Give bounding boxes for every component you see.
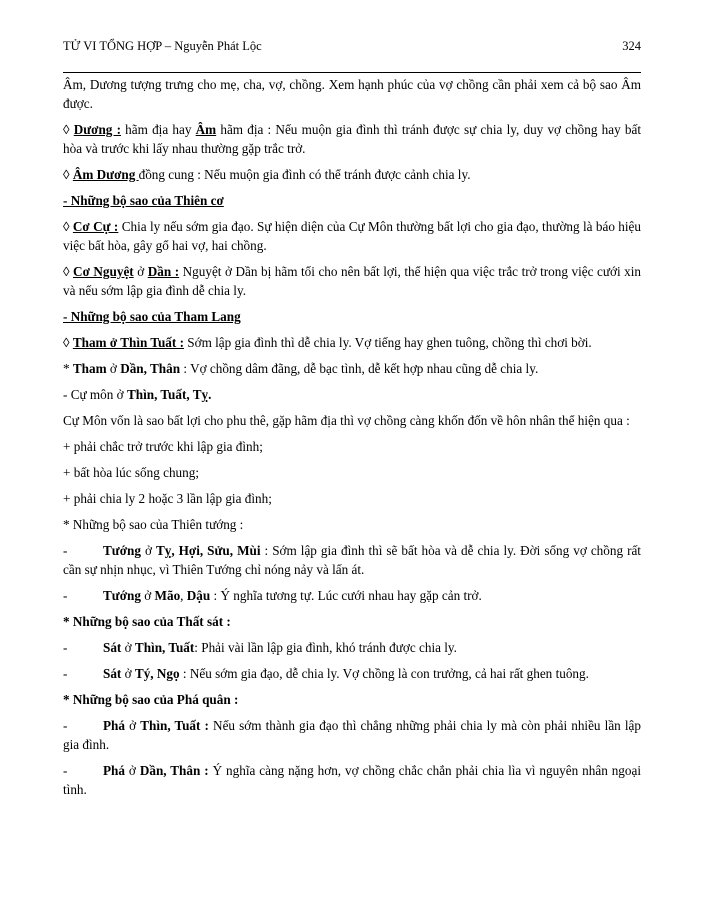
term-tham-thin-tuat: Tham ở Thìn Tuất : xyxy=(72,335,184,350)
heading-tham-lang xyxy=(63,307,641,326)
term-dau: Dậu xyxy=(186,588,211,603)
text-fragment: ở xyxy=(133,264,148,279)
dash-marker: - xyxy=(63,588,68,603)
text-fragment: Nếu sớm thành gia đạo thì chẳng những phải chia ly mà còn phải nhiều lần lập gia đình. xyxy=(63,718,641,752)
term-tham: Tham xyxy=(72,361,107,376)
term-dan: Dần : xyxy=(147,264,180,279)
text-fragment: ở xyxy=(140,588,155,603)
text-fragment: Chia ly nếu sớm gia đạo. Sự hiện diện của Cự Môn thường bất lợi cho gia đạo, thường là báo hiệu việc bất hòa, gây gổ hai vợ, hai chồng. xyxy=(63,219,641,253)
page-number: 324 xyxy=(622,39,641,53)
diamond-marker: ◊ xyxy=(63,335,73,350)
term-sat: Sát xyxy=(103,666,122,681)
dash-marker: - xyxy=(63,543,68,558)
text-fragment: ở xyxy=(106,361,121,376)
page-header xyxy=(63,38,641,58)
paragraph-cu-mon xyxy=(63,385,641,404)
term-dan-than: Dần, Thân : xyxy=(139,763,209,778)
paragraph-cu-mon-detail: Cự Môn vốn là sao bất lợi cho phu thê, gặp hãm địa thì vợ chồng càng khốn đốn về hôn nhân thể hiện qua : xyxy=(63,413,630,428)
paragraph-tuong-mao-dau xyxy=(63,586,641,605)
heading-text: * Những bộ sao của Thất sát : xyxy=(63,614,231,629)
list-item: + bất hòa lúc sống chung; xyxy=(63,465,199,480)
term-dan-than: Dần, Thân xyxy=(120,361,181,376)
heading-text: * Những bộ sao của Phá quân : xyxy=(63,692,239,707)
term-pha: Phá xyxy=(103,718,125,733)
paragraph-sat-ty-ngo xyxy=(63,664,641,683)
term-pha: Phá xyxy=(103,763,125,778)
paragraph-co-cu xyxy=(63,217,641,255)
paragraph-pha-dan-than xyxy=(63,761,641,799)
dash-marker: - xyxy=(63,640,68,655)
text-fragment: : Nếu sớm gia đạo, dễ chia ly. Vợ chồng là con trưởng, cả hai rất ghen tuông. xyxy=(179,666,589,681)
term-co-nguyet: Cơ Nguyệt xyxy=(73,264,134,279)
dash-marker: - xyxy=(63,763,68,778)
paragraph-duong-am-ham-dia xyxy=(63,120,641,158)
paragraph-thien-tuong-heading: * Những bộ sao của Thiên tướng : xyxy=(63,517,244,532)
heading-text: - Những bộ sao của Thiên cơ xyxy=(63,193,224,208)
list-item: + phải chia ly 2 hoặc 3 lần lập gia đình; xyxy=(63,491,272,506)
term-thin-tuat-ty: Thìn, Tuất, Tỵ. xyxy=(126,387,212,402)
paragraph-tuong-ty-hoi xyxy=(63,541,641,579)
dash-marker: - xyxy=(63,666,68,681)
diamond-marker: ◊ xyxy=(63,219,73,234)
paragraph-pha-thin-tuat xyxy=(63,716,641,754)
diamond-marker: ◊ xyxy=(63,264,74,279)
paragraph-tham-thin-tuat xyxy=(63,333,641,352)
term-am: Âm xyxy=(195,122,217,137)
term-tuong: Tướng xyxy=(103,543,141,558)
term-ty-ngo: Tý, Ngọ xyxy=(134,666,180,681)
text-fragment: hãm địa hay xyxy=(120,122,196,137)
text-fragment: : Ý nghĩa tương tự. Lúc cưới nhau hay gặp cản trở. xyxy=(210,588,482,603)
diamond-marker: ◊ xyxy=(63,122,74,137)
dash-marker: - xyxy=(63,718,68,733)
diamond-marker: ◊ xyxy=(63,167,73,182)
heading-text: - Những bộ sao của Tham Lang xyxy=(63,309,241,324)
heading-that-sat xyxy=(63,612,641,631)
text-fragment: : Phải vài lần lập gia đình, khó tránh được chia ly. xyxy=(194,640,457,655)
text-fragment: hãm địa : Nếu muộn gia đình thì tránh được sự chia ly, duy vợ chồng hay bất hòa và trước khi lấy nhau thường gặp trắc trở. xyxy=(63,122,641,156)
text-fragment: ở xyxy=(124,718,141,733)
text-fragment: Sớm lập gia đình thì dễ chia ly. Vợ tiếng hay ghen tuông, chồng thì chơi bời. xyxy=(183,335,592,350)
paragraph-tham-dan-than xyxy=(63,359,641,378)
text-fragment: , xyxy=(180,588,187,603)
header-rule xyxy=(63,72,641,73)
paragraph-am-duong-dong-cung xyxy=(63,165,641,184)
term-duong: Dương : xyxy=(73,122,121,137)
text-fragment: ở xyxy=(124,763,140,778)
list-item: + phải chắc trở trước khi lập gia đình; xyxy=(63,439,263,454)
text-fragment: : Sớm lập gia đình thì sẽ bất hòa và dễ chia ly. Đời sống vợ chồng rất cần sự nhịn nhục, vì Thiên Tướng chỉ nóng nảy và lấn át. xyxy=(63,543,641,577)
text-fragment: : Vợ chồng dâm đãng, dễ bạc tình, dễ kết hợp nhau cũng dễ chia ly. xyxy=(180,361,539,376)
term-sat: Sát xyxy=(103,640,122,655)
text-fragment: ở xyxy=(140,543,156,558)
document-page xyxy=(63,38,641,806)
header-title: TỬ VI TỔNG HỢP – Nguyễn Phát Lộc xyxy=(63,39,262,53)
heading-thien-co xyxy=(63,191,641,210)
heading-pha-quan xyxy=(63,690,641,709)
term-am-duong: Âm Dương xyxy=(72,167,139,182)
term-mao: Mão xyxy=(154,588,181,603)
text-fragment: * xyxy=(63,361,73,376)
term-thin-tuat: Thìn, Tuất xyxy=(134,640,195,655)
term-co-cu: Cơ Cự : xyxy=(72,219,119,234)
text-fragment: Nguyệt ở Dần bị hãm tối cho nên bất lợi, thể hiện qua việc trắc trở trong việc cưới xin và nếu sớm lập gia đình dễ chia ly. xyxy=(63,264,641,298)
text-fragment: đồng cung : Nếu muộn gia đình có thể tránh được cảnh chia ly. xyxy=(138,167,471,182)
term-ty-hoi-suu-mui: Tỵ, Hợi, Sửu, Mùi xyxy=(155,543,261,558)
paragraph-sat-thin-tuat xyxy=(63,638,641,657)
term-thin-tuat: Thìn, Tuất : xyxy=(140,718,209,733)
text-fragment: ở xyxy=(121,666,135,681)
paragraph-am-duong-intro: Âm, Dương tượng trưng cho mẹ, cha, vợ, chồng. Xem hạnh phúc của vợ chồng cần phải xem cả bộ sao Âm được. xyxy=(63,77,641,111)
text-fragment: - Cự môn ở xyxy=(63,387,127,402)
text-fragment: Ý nghĩa càng nặng hơn, vợ chồng chắc chắn phải chia lìa vì nguyên nhân ngoại tình. xyxy=(63,763,642,797)
term-tuong: Tướng xyxy=(103,588,141,603)
paragraph-co-nguyet xyxy=(63,262,641,300)
text-fragment: ở xyxy=(121,640,135,655)
